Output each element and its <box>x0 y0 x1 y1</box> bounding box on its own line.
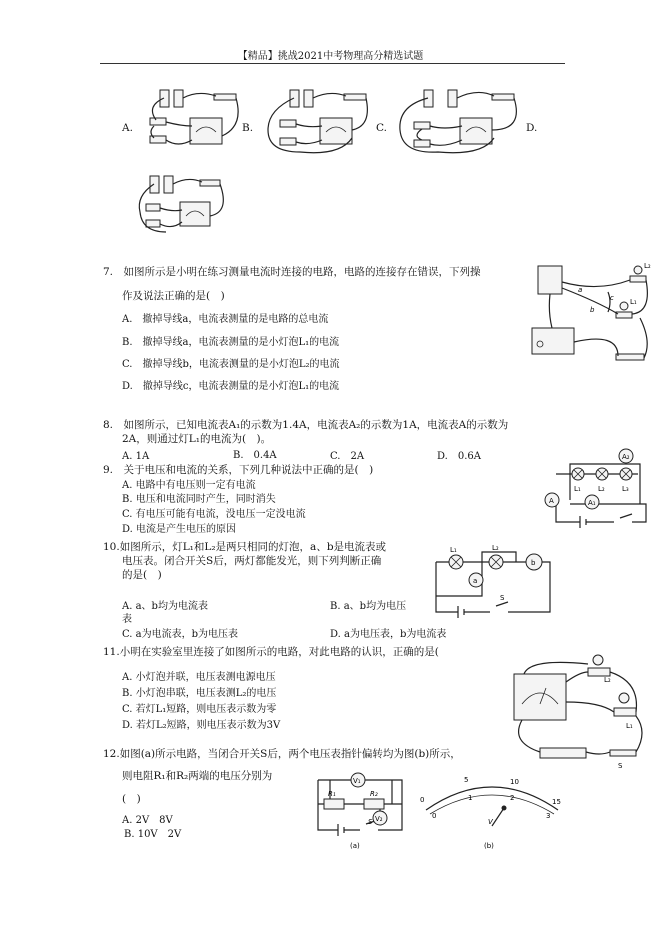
q8-option-a: A. 1A <box>122 451 150 462</box>
q12-fig-resistor-r2: R₂ <box>370 790 378 798</box>
q12-circuit-figure-a <box>314 772 408 850</box>
q8-circuit-figure <box>540 444 654 526</box>
q10-option-d: D. a为电压表，b为电流表 <box>330 629 447 640</box>
q12-dial-unit: V <box>488 818 493 826</box>
q11-fig-lamp-l1: L₁ <box>626 722 633 730</box>
q10-option-b-wrap: 表 <box>122 614 132 625</box>
q9-option-a: A. 电路中有电压则一定有电流 <box>122 480 256 491</box>
q11-circuit-figure <box>500 652 650 774</box>
q8-option-d: D. 0.6A <box>437 451 481 462</box>
q7-stem-line1: 7. 如图所示是小明在练习测量电流时连接的电路，电路的连接存在错误，下列操 <box>103 266 481 278</box>
q12-stem-line1: 12.如图(a)所示电路，当闭合开关S后，两个电压表指针偏转均为图(b)所示， <box>103 748 461 760</box>
q8-fig-lamp-l1: L₁ <box>574 485 581 493</box>
q9-option-b: B. 电压和电流同时产生，同时消失 <box>122 494 276 505</box>
q8-fig-ammeter-a2: A₂ <box>622 453 630 461</box>
q10-fig-meter-b: b <box>531 559 536 567</box>
header-rule <box>100 63 565 64</box>
q6-option-d-label: D. <box>526 122 538 134</box>
q12-dial-top-10: 10 <box>510 778 519 786</box>
q12-fig-caption-a: (a) <box>350 842 360 850</box>
q8-fig-ammeter-a: A <box>549 497 554 505</box>
q8-stem-line2: 2A，则通过灯L₁的电流为( )。 <box>122 433 272 445</box>
q12-dial-top-15: 15 <box>552 798 561 806</box>
q10-option-b: B. a、b均为电压 <box>330 601 407 612</box>
q10-circuit-figure <box>430 542 556 616</box>
q12-stem-line3: ( ) <box>122 793 141 805</box>
q8-option-c: C. 2A <box>330 451 365 462</box>
q10-fig-lamp-l2: L₂ <box>492 544 499 552</box>
q11-option-b: B. 小灯泡串联，电压表测L₂的电压 <box>122 688 277 699</box>
q7-fig-label-l2: L₂ <box>644 262 651 270</box>
q6-option-c-label: C. <box>376 122 387 134</box>
q11-stem: 11.小明在实验室里连接了如图所示的电路，对此电路的认识，正确的是( <box>103 646 439 658</box>
q12-dial-top-5: 5 <box>464 776 469 784</box>
q6-option-a-label: A. <box>122 122 133 134</box>
q6-figure-b <box>260 86 372 158</box>
q7-option-c: C. 撤掉导线b，电流表测量的是小灯泡L₂的电流 <box>122 359 340 370</box>
q8-fig-ammeter-a1: A₁ <box>588 499 596 507</box>
q7-fig-label-b: b <box>590 306 595 314</box>
q11-fig-lamp-l2: L₂ <box>604 676 611 684</box>
q10-fig-lamp-l1: L₁ <box>450 546 457 554</box>
q10-stem-line2: 电压表。闭合开关S后，两灯都能发光，则下列判断正确 <box>122 555 382 567</box>
q12-option-a: A. 2V 8V <box>122 815 173 826</box>
q11-option-d: D. 若灯L₂短路，则电压表示数为3V <box>122 720 281 731</box>
q12-fig-caption-b: (b) <box>484 842 494 850</box>
q8-option-b: B. 0.4A <box>233 450 277 461</box>
q8-fig-lamp-l3: L₃ <box>622 485 629 493</box>
q12-voltmeter-dial-b <box>418 772 568 852</box>
q10-fig-meter-a: a <box>473 577 478 585</box>
q8-fig-lamp-l2: L₂ <box>598 485 605 493</box>
q10-stem-line1: 10.如图所示，灯L₁和L₂是两只相同的灯泡，a、b是电流表或 <box>103 541 387 553</box>
q7-option-a: A. 撤掉导线a，电流表测量的是电路的总电流 <box>122 314 329 325</box>
q6-figure-a <box>136 86 246 158</box>
q9-stem: 9. 关于电压和电流的关系，下列几种说法中正确的是( ) <box>103 464 374 476</box>
q6-figure-d <box>136 172 226 238</box>
q11-option-c: C. 若灯L₁短路，则电压表示数为零 <box>122 704 277 715</box>
q8-stem-line1: 8. 如图所示，已知电流表A₁的示数为1.4A，电流表A₂的示数为1A，电流表A的示数为 <box>103 419 509 431</box>
q12-fig-voltmeter-v2: V₂ <box>375 815 383 823</box>
q7-stem-line2: 作及说法正确的是( ) <box>122 290 225 302</box>
q11-option-a: A. 小灯泡并联，电压表测电源电压 <box>122 672 276 683</box>
q6-option-b-label: B. <box>242 122 254 134</box>
q12-dial-top-0: 0 <box>420 796 425 804</box>
q12-dial-bottom-2: 2 <box>510 794 515 802</box>
q12-fig-voltmeter-v1: V₁ <box>353 777 361 785</box>
q7-fig-label-c: c <box>610 294 614 302</box>
q9-option-c: C. 有电压可能有电流，没电压一定没电流 <box>122 509 306 520</box>
q7-option-d: D. 撤掉导线c，电流表测量的是小灯泡L₁的电流 <box>122 381 340 392</box>
q6-figure-c <box>392 86 524 160</box>
q12-dial-bottom-3: 3 <box>546 812 551 820</box>
q12-dial-bottom-1: 1 <box>468 794 473 802</box>
q12-stem-line2: 则电阻R₁和R₂两端的电压分别为 <box>122 770 273 782</box>
q10-fig-switch-s: S <box>500 594 505 602</box>
q7-circuit-figure <box>528 262 652 380</box>
q7-fig-label-a: a <box>578 286 583 294</box>
q12-fig-switch-s: S <box>368 818 373 826</box>
q12-option-b: B. 10V 2V <box>124 829 182 840</box>
q10-stem-line3: 的是( ) <box>122 569 162 581</box>
q12-fig-resistor-r1: R₁ <box>328 790 336 798</box>
q12-dial-bottom-0: 0 <box>432 812 437 820</box>
q10-option-a: A. a、b均为电流表 <box>122 601 208 612</box>
q7-option-b: B. 撤掉导线a，电流表测量的是小灯泡L₁的电流 <box>122 337 340 348</box>
q7-fig-label-l1: L₁ <box>630 298 637 306</box>
q10-option-c: C. a为电流表，b为电压表 <box>122 629 239 640</box>
q9-option-d: D. 电流是产生电压的原因 <box>122 524 237 535</box>
q11-fig-switch-s: S <box>618 762 623 770</box>
page-header: 【精品】挑战2021中考物理高分精选试题 <box>237 51 424 62</box>
